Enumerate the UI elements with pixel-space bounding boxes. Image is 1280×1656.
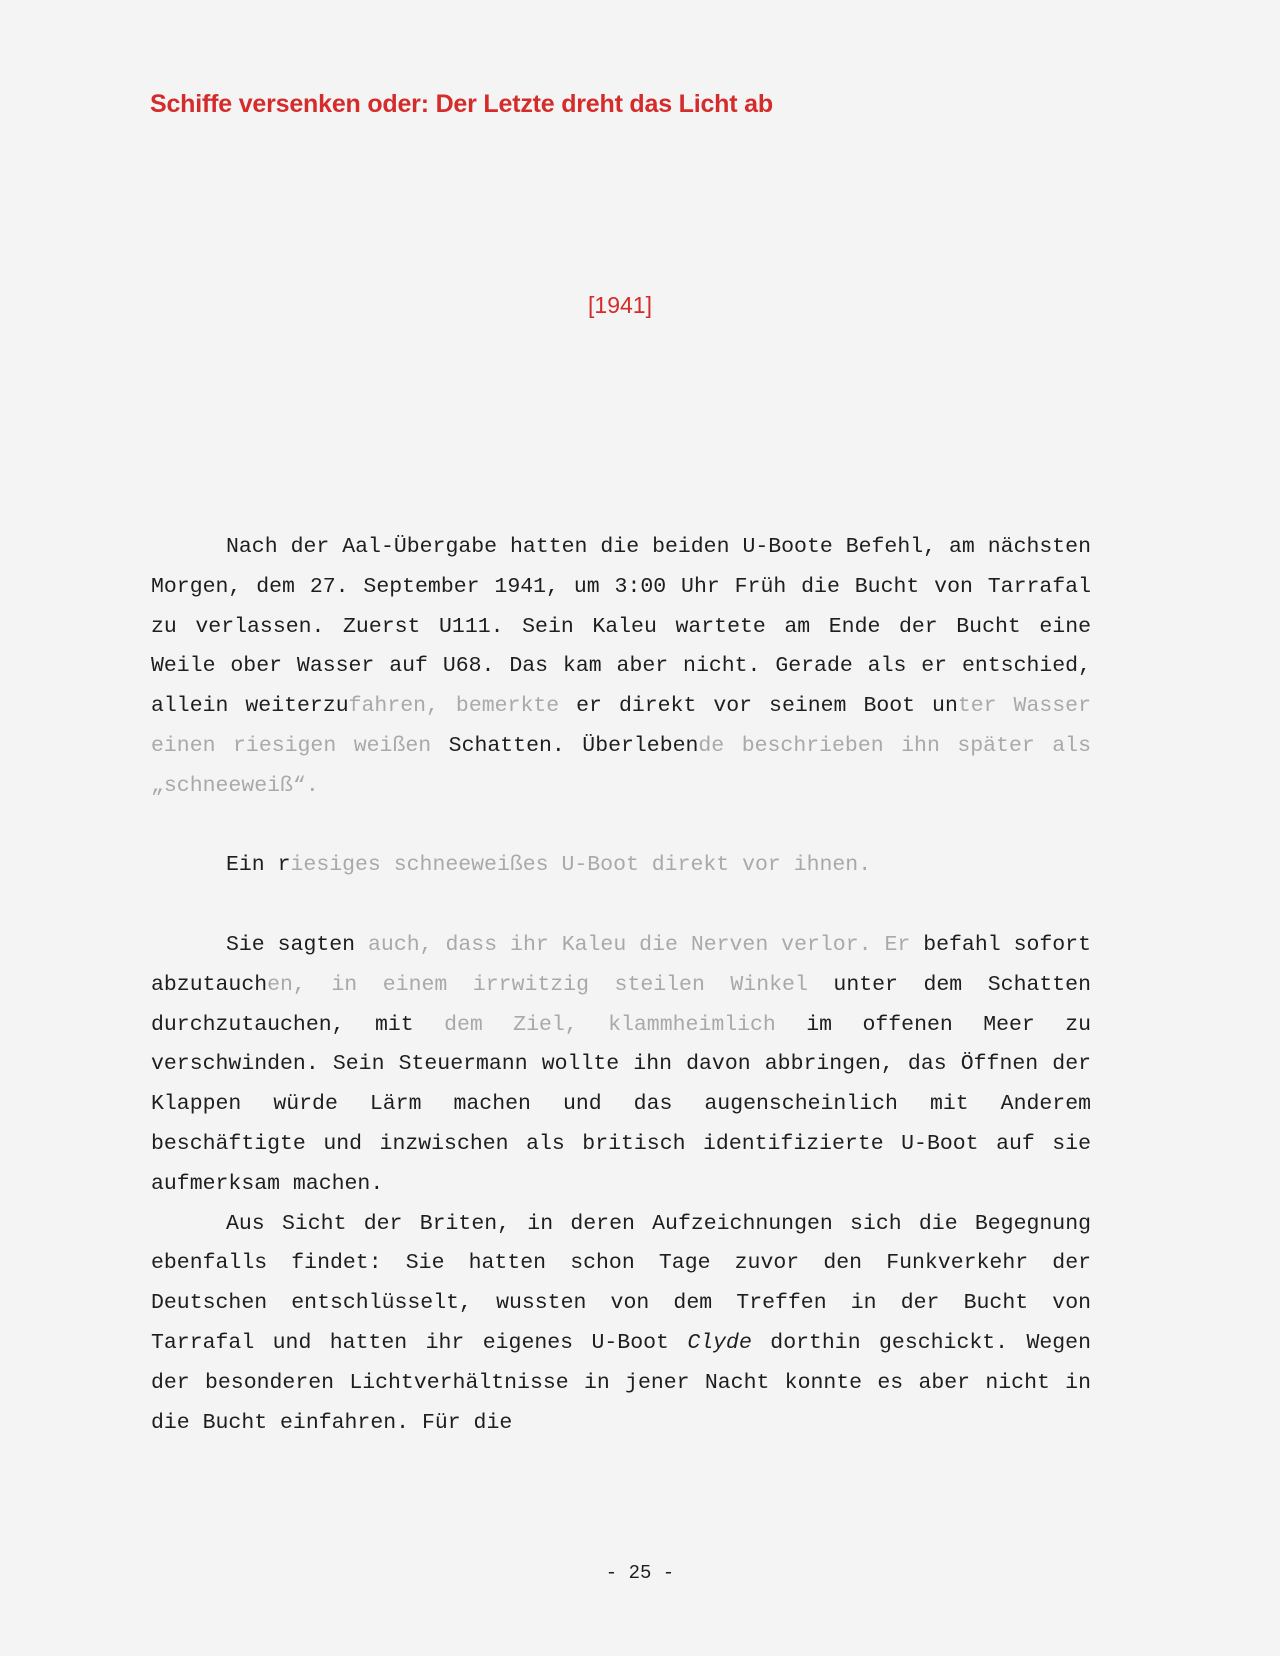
page-number: - 25 - bbox=[605, 1562, 675, 1584]
paragraph-2 bbox=[151, 846, 1091, 886]
paragraph-3-faded-a: auch, dass ihr Kaleu die Nerven verlor. Er bbox=[355, 932, 911, 957]
paragraph-1-faded-b: ter Wasser einen riesigen weißen bbox=[151, 694, 1091, 758]
paragraph-1 bbox=[151, 528, 1091, 807]
paragraph-4-text-a: Aus Sicht der Briten, in deren Aufzeichnungen sich die Begegnung ebenfalls findet: Sie hatten schon Tage zuvor den Funkverkehr der Deutschen entschlüsselt, wussten von dem Treffen in der Bucht von Tarrafal und hatten ihr eigenes U-Boot bbox=[151, 1211, 1091, 1355]
paragraph-1-text-c: Schatten. Überleben bbox=[431, 733, 699, 758]
paragraph-2-faded-a: iesiges schneeweißes U-Boot direkt vor ihnen. bbox=[290, 853, 872, 878]
paragraph-4 bbox=[151, 1205, 1091, 1444]
paragraph-3-text-a: Sie sagten bbox=[226, 932, 356, 957]
paragraph-3-text-c: unter dem Schatten durchzutauchen, mit bbox=[151, 972, 1091, 1037]
paragraph-2-text-a: Ein r bbox=[226, 853, 291, 878]
paragraph-1-faded-a: fahren, bemerkte bbox=[348, 694, 560, 719]
paragraph-3-text-d: im offenen Meer zu verschwinden. Sein Steuermann wollte ihn davon abbringen, das Öffnen der Klappen würde Lärm machen und das augenscheinlich mit Anderem beschäftigte und inzwischen als britisch identifizierte U-Boot auf sie aufmerksam machen. bbox=[151, 1012, 1092, 1196]
paragraph-3 bbox=[151, 926, 1091, 1205]
paragraph-3-faded-c: dem Ziel, klammheimlich bbox=[413, 1012, 776, 1037]
chapter-title: Schiffe versenken oder: Der Letzte dreht das Licht ab bbox=[150, 90, 773, 118]
paragraph-1-text-b: er direkt vor seinem Boot un bbox=[559, 694, 958, 719]
body-text bbox=[151, 528, 1091, 1443]
paragraph-1-faded-c: de beschrieben ihn später als „schneeweiß“. bbox=[151, 733, 1091, 798]
paragraph-3-text-b: befahl sofort abzutauch bbox=[151, 932, 1091, 997]
ship-name-clyde: Clyde bbox=[687, 1330, 752, 1355]
year-heading: [1941] bbox=[588, 292, 652, 318]
paragraph-3-faded-b: en, in einem irrwitzig steilen Winkel bbox=[267, 972, 808, 997]
paragraph-4-text-b: dorthin geschickt. Wegen der besonderen Lichtverhältnisse in jener Nacht konnte es aber nicht in die Bucht einfahren. Für die bbox=[151, 1330, 1091, 1435]
paragraph-1-text-a: Nach der Aal-Übergabe hatten die beiden U-Boote Befehl, am nächsten Morgen, dem 27. September 1941, um 3:00 Uhr Früh die Bucht von Tarrafal zu verlassen. Zuerst U111. Sein Kaleu wartete am Ende der Bucht eine Weile ober Wasser auf U68. Das kam aber nicht. Gerade als er entschied, allein weiterzu bbox=[151, 535, 1091, 719]
